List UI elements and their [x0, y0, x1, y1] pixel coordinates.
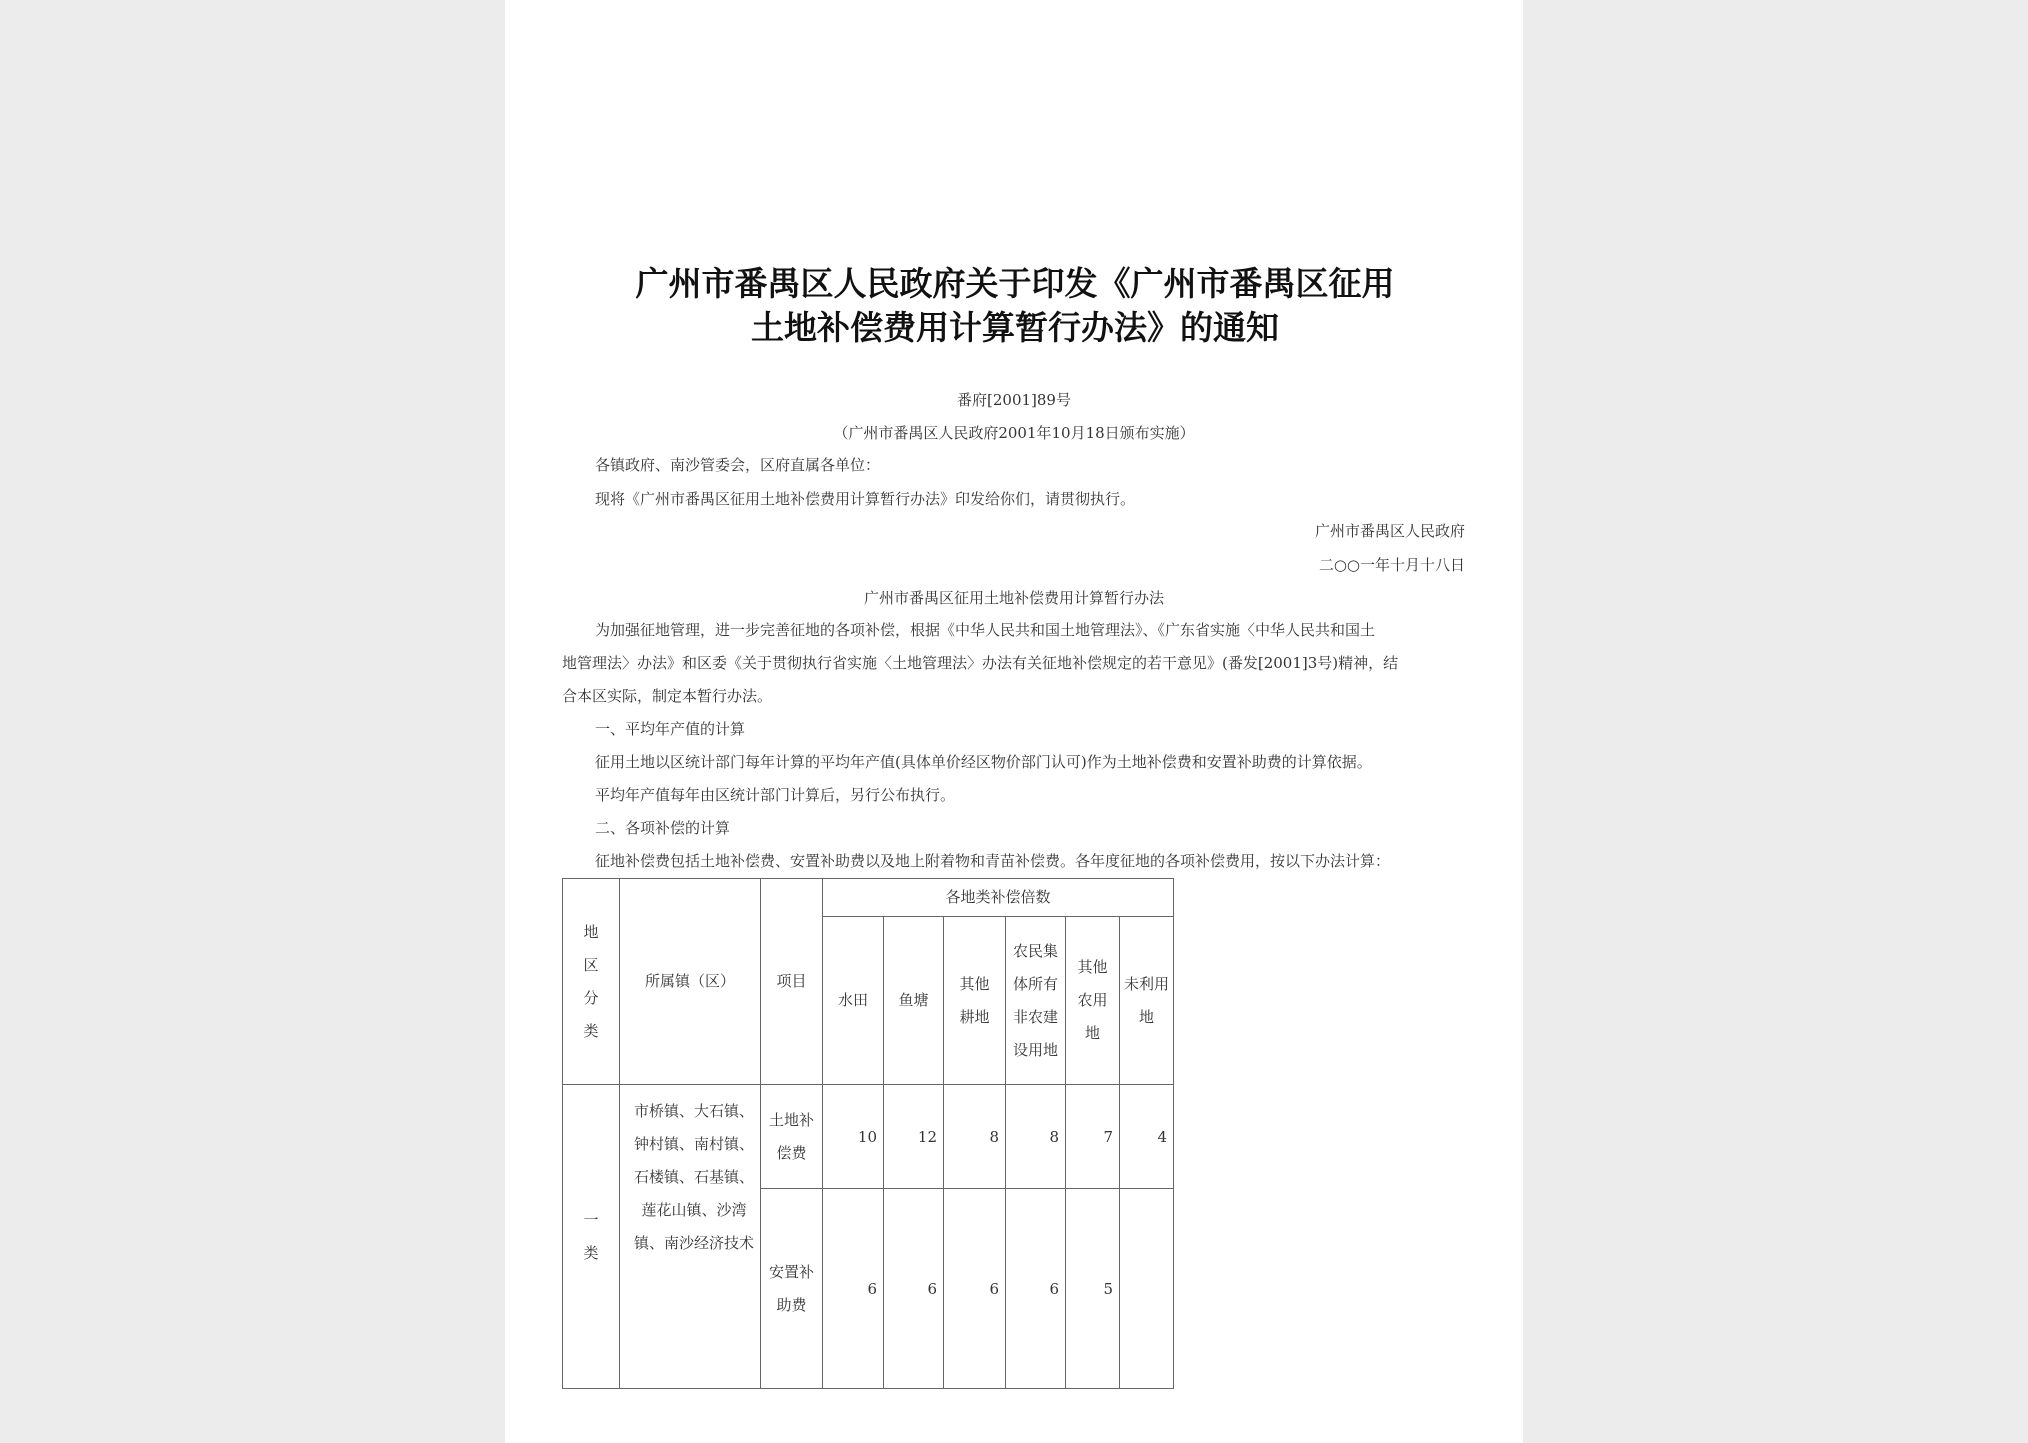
title-line-1: 广州市番禺区人民政府关于印发《广州市番禺区征用 [635, 264, 1395, 303]
col-other-ag: 其他农用地 [1066, 917, 1120, 1085]
col-collective: 农民集体所有非农建设用地 [1006, 917, 1066, 1085]
para1-line1: 为加强征地管理，进一步完善征地的各项补偿，根据《中华人民共和国土地管理法》、《广东省实施〈中华人民共和国土 [595, 621, 1376, 639]
addressee: 各镇政府、南沙管委会，区府直属各单位： [595, 456, 881, 474]
header-region: 地区分类 [563, 879, 620, 1085]
col-unused: 未利用地 [1120, 917, 1174, 1085]
row1-item: 土地补偿费 [761, 1085, 823, 1189]
header-town: 所属镇（区） [620, 879, 761, 1085]
col-other-arable: 其他耕地 [944, 917, 1006, 1085]
row1-other-ag: 7 [1066, 1085, 1120, 1189]
issue-note: （广州市番禺区人民政府2001年10月18日颁布实施） [833, 424, 1195, 442]
section2-para1: 征地补偿费包括土地补偿费、安置补助费以及地上附着物和青苗补偿费。各年度征地的各项补偿费用，按以下办法计算： [595, 852, 1391, 870]
row1-other-arable: 8 [944, 1085, 1006, 1189]
document-number: 番府[2001]89号 [957, 391, 1071, 409]
row-region: 一类 [563, 1085, 620, 1389]
row1-paddy: 10 [823, 1085, 884, 1189]
row2-other-arable: 6 [944, 1189, 1006, 1389]
row2-pond: 6 [884, 1189, 944, 1389]
section1-para1: 征用土地以区统计部门每年计算的平均年产值(具体单价经区物价部门认可)作为土地补偿费和安置补助费的计算依据。 [595, 753, 1372, 771]
title-line-2: 土地补偿费用计算暂行办法》的通知 [751, 308, 1279, 347]
row2-paddy: 6 [823, 1189, 884, 1389]
header-multiplier: 各地类补偿倍数 [823, 879, 1174, 917]
para1-line2: 地管理法〉办法》和区委《关于贯彻执行省实施〈土地管理法〉办法有关征地补偿规定的若干意见》(番发[2001]3号)精神，结 [562, 654, 1399, 672]
signature-org: 广州市番禺区人民政府 [1314, 522, 1465, 540]
section2-heading: 二、各项补偿的计算 [595, 819, 731, 837]
col-pond: 鱼塘 [884, 917, 944, 1085]
document-title [565, 262, 1465, 350]
rules-title: 广州市番禺区征用土地补偿费用计算暂行办法 [863, 589, 1164, 607]
table-row [563, 1085, 1174, 1189]
row2-other-ag: 5 [1066, 1189, 1120, 1389]
signature-date: 二○○一年十月十八日 [1318, 556, 1465, 574]
table-header-row [563, 879, 1174, 917]
document-page [505, 0, 1523, 1443]
para1-line3: 合本区实际，制定本暂行办法。 [562, 687, 773, 705]
section1-heading: 一、平均年产值的计算 [595, 720, 746, 738]
row-towns: 市桥镇、大石镇、钟村镇、南村镇、石楼镇、石基镇、莲花山镇、沙湾镇、南沙经济技术 [620, 1085, 761, 1389]
col-paddy: 水田 [823, 917, 884, 1085]
row1-pond: 12 [884, 1085, 944, 1189]
row1-collective: 8 [1006, 1085, 1066, 1189]
section1-para2: 平均年产值每年由区统计部门计算后，另行公布执行。 [595, 786, 956, 804]
intro-paragraph: 现将《广州市番禺区征用土地补偿费用计算暂行办法》印发给你们，请贯彻执行。 [595, 490, 1136, 508]
row2-collective: 6 [1006, 1189, 1066, 1389]
header-item: 项目 [761, 879, 823, 1085]
row1-unused: 4 [1120, 1085, 1174, 1189]
compensation-table [562, 878, 1174, 1389]
row2-item: 安置补助费 [761, 1189, 823, 1389]
row2-unused [1120, 1189, 1174, 1389]
